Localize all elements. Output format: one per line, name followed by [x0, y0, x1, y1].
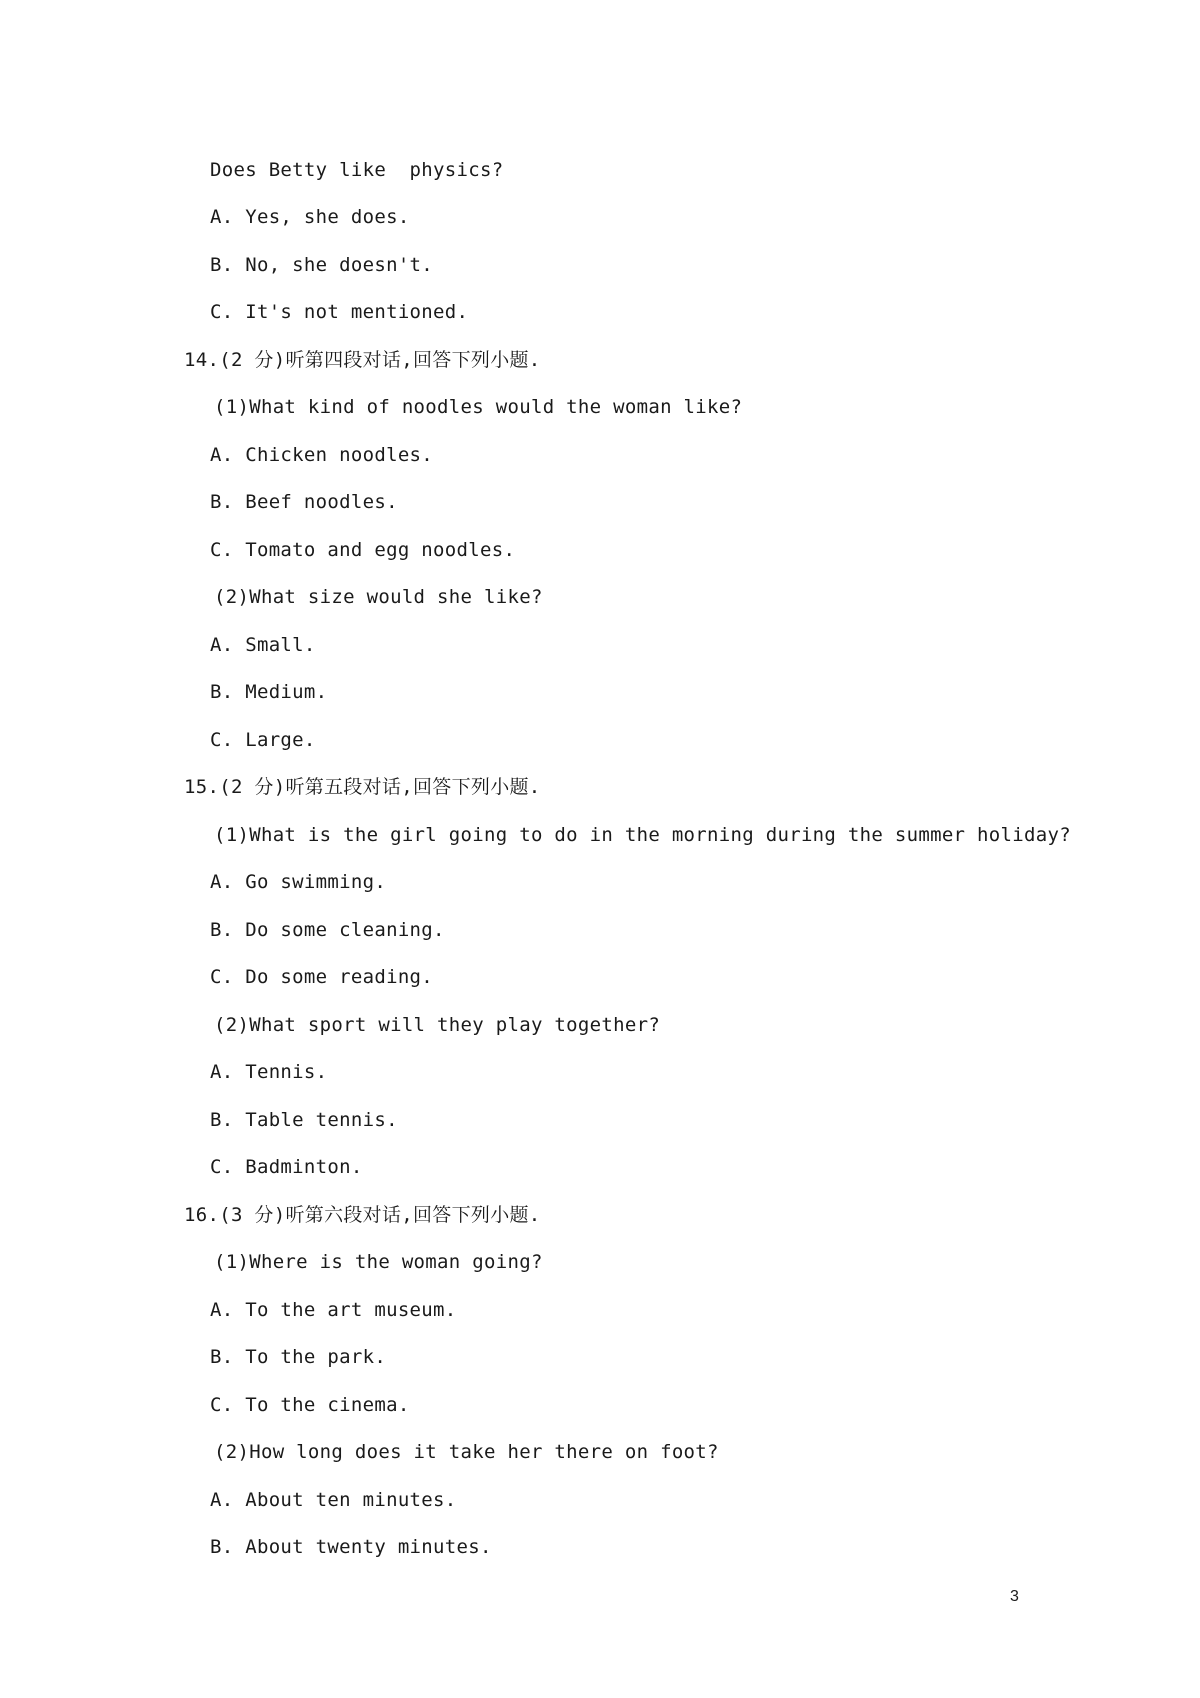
option-c: C. It's not mentioned. [210, 301, 469, 323]
question-15-header: 15.(2 分)听第五段对话,回答下列小题. [184, 776, 541, 798]
option-b: B. About twenty minutes. [210, 1536, 492, 1558]
question-16-header: 16.(3 分)听第六段对话,回答下列小题. [184, 1204, 541, 1226]
option-a: A. Yes, she does. [210, 206, 410, 228]
page-number: 3 [1010, 1588, 1019, 1605]
option-a: A. About ten minutes. [210, 1489, 457, 1511]
question-14-1-prompt: (1)What kind of noodles would the woman like? [214, 396, 743, 418]
question-15-1-prompt: (1)What is the girl going to do in the morning during the summer holiday? [214, 824, 1071, 846]
option-c: C. Do some reading. [210, 966, 434, 988]
option-b: B. Beef noodles. [210, 491, 398, 513]
option-c: C. Tomato and egg noodles. [210, 539, 516, 561]
option-b: B. To the park. [210, 1346, 387, 1368]
option-a: A. To the art museum. [210, 1299, 457, 1321]
option-a: A. Tennis. [210, 1061, 328, 1083]
question-15-2-prompt: (2)What sport will they play together? [214, 1014, 661, 1036]
option-c: C. Large. [210, 729, 316, 751]
option-b: B. Medium. [210, 681, 328, 703]
option-a: A. Go swimming. [210, 871, 387, 893]
option-c: C. To the cinema. [210, 1394, 410, 1416]
question-16-1-prompt: (1)Where is the woman going? [214, 1251, 543, 1273]
option-a: A. Chicken noodles. [210, 444, 434, 466]
option-a: A. Small. [210, 634, 316, 656]
option-b: B. No, she doesn't. [210, 254, 434, 276]
question-prompt: Does Betty like physics? [210, 159, 504, 181]
option-b: B. Do some cleaning. [210, 919, 445, 941]
option-c: C. Badminton. [210, 1156, 363, 1178]
question-14-2-prompt: (2)What size would she like? [214, 586, 543, 608]
option-b: B. Table tennis. [210, 1109, 398, 1131]
question-14-header: 14.(2 分)听第四段对话,回答下列小题. [184, 349, 541, 371]
question-16-2-prompt: (2)How long does it take her there on foot? [214, 1441, 719, 1463]
